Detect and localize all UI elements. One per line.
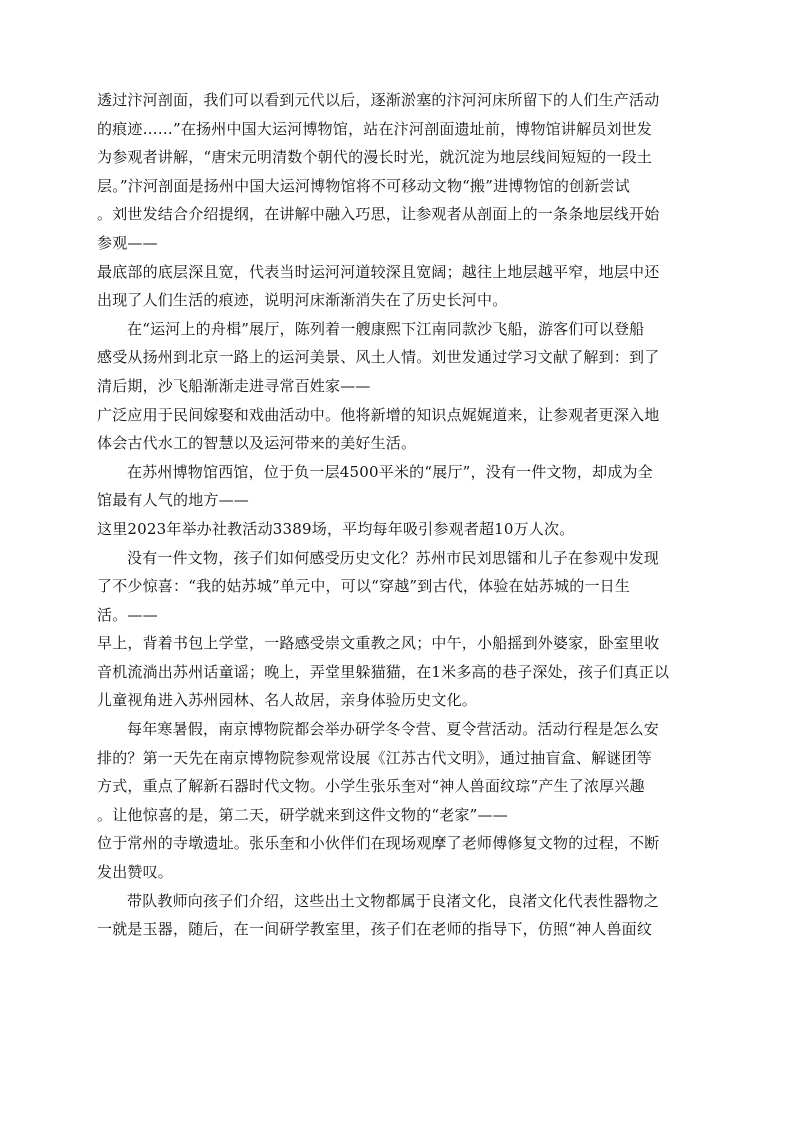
text-line: 最底部的底层深且宽，代表当时运河河道较深且宽阔；越往上地层越平窄，地层中还	[97, 262, 660, 281]
text-line: 了不少惊喜：“我的姑苏城”单元中，可以“穿越”到古代，体验在姑苏城的一日生	[97, 577, 631, 596]
paragraph-start-line: 在苏州博物馆西馆，位于负一层4500平米的“展厅”，没有一件文物，却成为全	[127, 462, 653, 481]
text-line: 。让他惊喜的是，第二天，研学就来到这件文物的“老家”——	[97, 805, 508, 824]
text-line: 音机流淌出苏州话童谣；晚上，弄堂里躲猫猫，在1米多高的巷子深处，孩子们真正以	[97, 662, 670, 681]
text-line: 。刘世发结合介绍提纲，在讲解中融入巧思，让参观者从剖面上的一条条地层线开始	[97, 205, 660, 224]
text-line: 位于常州的寺墩遗址。张乐奎和小伙伴们在现场观摩了老师傅修复文物的过程，不断	[97, 834, 660, 853]
text-line: 广泛应用于民间嫁娶和戏曲活动中。他将新增的知识点娓娓道来，让参观者更深入地	[97, 405, 660, 424]
text-line: 一就是玉器，随后，在一间研学教室里，孩子们在老师的指导下，仿照“神人兽面纹	[97, 920, 653, 939]
document-page	[97, 86, 697, 944]
text-line: 的痕迹……”在扬州中国大运河博物馆，站在汴河剖面遗址前，博物馆讲解员刘世发	[97, 119, 653, 138]
text-line: 馆最有人气的地方——	[97, 491, 250, 510]
text-line: 出现了人们生活的痕迹，说明河床渐渐消失在了历史长河中。	[97, 291, 508, 310]
text-line: 发出赞叹。	[97, 863, 174, 882]
text-line: 这里2023年举办社教活动3389场，平均每年吸引参观者超10万人次。	[97, 519, 575, 538]
text-line: 感受从扬州到北京一路上的运河美景、风土人情。刘世发通过学习文献了解到：到了	[97, 348, 660, 367]
paragraph-start-line: 每年寒暑假，南京博物院都会举办研学冬令营、夏令营活动。活动行程是怎么安	[127, 720, 660, 739]
paragraph-start-line: 带队教师向孩子们介绍，这些出土文物都属于良渚文化，良渚文化代表性器物之	[127, 891, 660, 910]
paragraph-start-line: 在“运河上的舟楫”展厅，陈列着一艘康熙下江南同款沙飞船，游客们可以登船	[127, 319, 645, 338]
text-line: 排的？第一天先在南京博物院参观常设展《江苏古代文明》，通过抽盲盒、解谜团等	[97, 748, 652, 767]
text-line: 透过汴河剖面，我们可以看到元代以后，逐渐淤塞的汴河河床所留下的人们生产活动	[97, 91, 660, 109]
text-line: 儿童视角进入苏州园林、名人故居，亲身体验历史文化。	[97, 691, 478, 710]
text-line: 早上，背着书包上学堂，一路感受崇文重教之风；中午，小船摇到外婆家，卧室里收	[97, 634, 660, 653]
text-line: 参观——	[97, 233, 158, 252]
text-line: 方式，重点了解新石器时代文物。小学生张乐奎对“神人兽面纹琮”产生了浓厚兴趣	[97, 777, 645, 796]
text-line: 层。”汴河剖面是扬州中国大运河博物馆将不可移动文物“搬”进博物馆的创新尝试	[97, 176, 630, 195]
text-line: 为参观者讲解，“唐宋元明清数个朝代的漫长时光，就沉淀为地层线间短短的一段土	[97, 148, 653, 167]
text-line: 体会古代水工的智慧以及运河带来的美好生活。	[97, 434, 417, 453]
text-line: 活。——	[97, 605, 158, 624]
paragraph-start-line: 没有一件文物，孩子们如何感受历史文化？苏州市民刘思镭和儿子在参观中发现	[127, 548, 660, 567]
text-line: 清后期，沙飞船渐渐走进寻常百姓家——	[97, 376, 371, 395]
